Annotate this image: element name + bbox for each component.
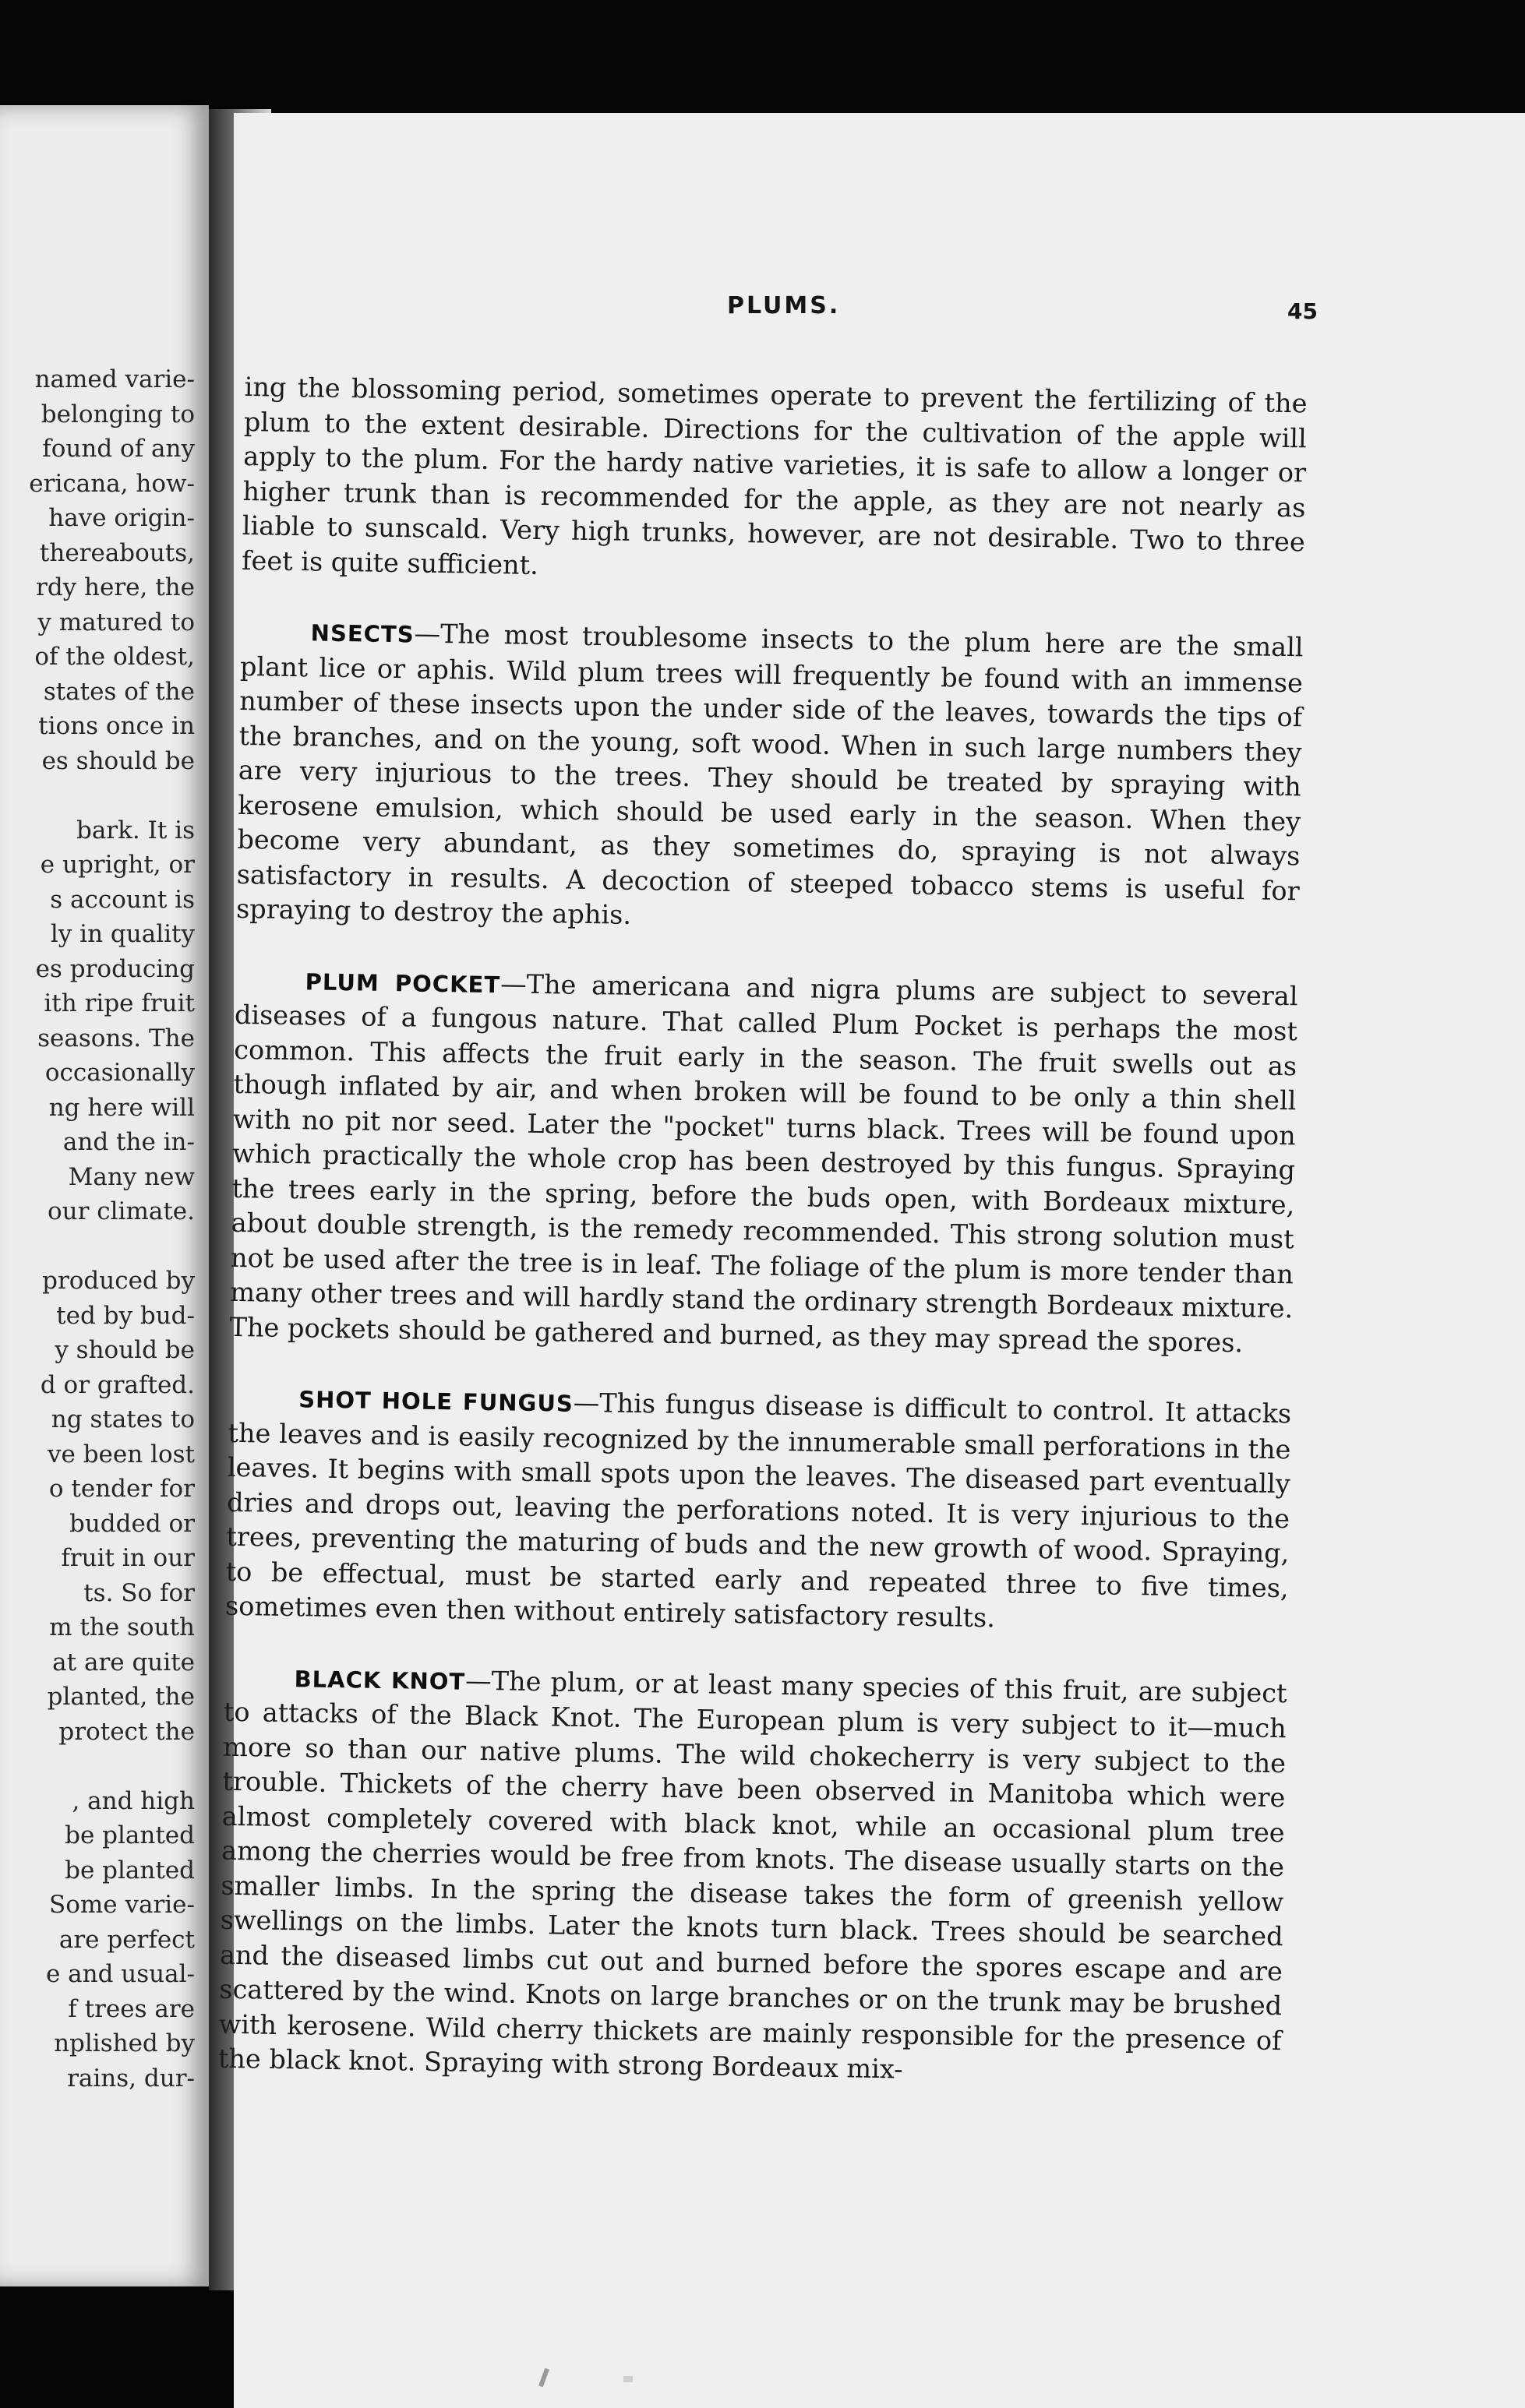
paragraph-plum-pocket	[229, 962, 1298, 1361]
left-page-line: states of the	[43, 677, 195, 706]
left-page-line: found of any	[42, 435, 195, 463]
left-page-line: bark. It is	[76, 816, 195, 844]
left-page-line: es should be	[41, 746, 195, 775]
left-page-line: y matured to	[37, 608, 195, 636]
left-page-line: ith ripe fruit	[44, 989, 195, 1017]
left-page-line: f trees are	[68, 1994, 195, 2023]
left-page-line: at are quite	[52, 1648, 195, 1676]
left-page-line: are perfect	[58, 1925, 195, 1954]
page-header	[234, 292, 1525, 339]
left-page-line	[0, 1749, 195, 1784]
left-page-line: s account is	[50, 885, 195, 914]
left-page-line: ng states to	[51, 1405, 195, 1433]
left-page-line: be planted	[65, 1856, 195, 1884]
left-page-line: and the in-	[62, 1128, 195, 1156]
paragraph-insects	[236, 614, 1304, 943]
left-page-line: have origin-	[48, 504, 195, 532]
left-page-line: es producing	[35, 954, 195, 983]
left-page-line: planted, the	[47, 1683, 195, 1711]
left-page-line: budded or	[69, 1509, 195, 1538]
left-page-line: our climate.	[47, 1197, 195, 1225]
left-page-line: e upright, or	[40, 851, 195, 879]
left-page-line: , and high	[72, 1786, 195, 1815]
left-page-line: tions once in	[38, 712, 195, 740]
paragraph-text: ing the blossoming period, sometimes operate to prevent the fertilizing of the plum to the extent desirable. Directions for the cultivation of the apple will apply to the plum. For the hardy native varieties, it is safe to allow a longer or higher trunk than is recommended for the apple, as they are not nearly as liable to sunscald. Very high trunks, however, are not desirable. Two to three feet is quite sufficient.	[241, 371, 1308, 580]
left-page-line: produced by	[42, 1267, 195, 1295]
left-page-line: rains, dur-	[67, 2064, 195, 2092]
page-number: 45	[1287, 298, 1318, 324]
left-page-line: of the oldest,	[34, 643, 195, 671]
left-page-line: y should be	[55, 1336, 195, 1364]
section-heading-plum-pocket: PLUM POCKET	[305, 968, 501, 998]
paragraph-text: —The plum, or at least many species of this fruit, are subject to attacks of the Black Knot. The European plum is very subject to it—much more so than our native plums. The wild chokecherry is very subject to the trouble. Thickets of the cherry have been observed in Manitoba which were almost completely covered with black knot, while an occasional plum tree among the cherries would be free from knots. The disease usually starts on the smaller limbs. In the spring the disease takes the form of greenish yellow swellings on the limbs. Later the knots turn black. Trees should be searched and the diseased limbs cut out and burned before the spores escape and are scattered by the wind. Knots on large branches or on the trunk may be brushed with kerosene. Wild cherry thickets are mainly responsible for the presence of the black knot. Spraying with strong Bordeaux mix-	[217, 1665, 1287, 2085]
left-page-line: ng here will	[48, 1093, 195, 1122]
section-heading-insects: NSECTS	[310, 619, 415, 648]
left-page-line: m the south	[49, 1613, 195, 1641]
left-page-line: nplished by	[54, 2029, 195, 2057]
left-page-line: fruit in our	[61, 1544, 195, 1572]
left-page-line: ted by bud-	[56, 1301, 195, 1330]
left-page-line	[0, 778, 195, 813]
section-heading-shot-hole-fungus: SHOT HOLE FUNGUS	[298, 1386, 574, 1417]
left-page-line: ts. So for	[83, 1578, 195, 1607]
film-speck	[623, 2376, 633, 2382]
left-page-line: Some varie-	[48, 1891, 195, 1919]
left-page-text	[0, 362, 195, 2096]
body-text	[217, 370, 1308, 2129]
left-page-line: o tender for	[48, 1475, 195, 1503]
left-page-line: occasionally	[44, 1059, 195, 1087]
right-page	[217, 113, 1525, 2408]
left-page-line: ve been lost	[47, 1440, 195, 1468]
left-page-line: e and usual-	[45, 1960, 195, 1988]
left-page-line: rdy here, the	[36, 573, 195, 601]
paragraph-shot-hole-fungus	[225, 1380, 1292, 1641]
section-heading-black-knot: BLACK KNOT	[294, 1665, 466, 1695]
paragraph-text: —The most troublesome insects to the plum here are the small plant lice or aphis. Wild plum trees will frequently be found with an immense number of these insects upon the under side of the leaves, towards the tips of the branches, and on the young, soft wood. When in such large numbers they are very injurious to the trees. They should be treated by spraying with kerosene emulsion, which should be used early in the season. When they become very abundant, as they sometimes do, spraying is not always satisfactory in results. A decoction of steeped tobacco stems is useful for spraying to destroy the aphis.	[235, 618, 1304, 930]
running-head: PLUMS.	[727, 292, 841, 319]
left-page-line: belonging to	[41, 400, 195, 428]
left-page-line: thereabouts,	[39, 538, 195, 567]
left-page-line: named varie-	[34, 365, 195, 393]
left-page-line	[0, 1229, 195, 1264]
left-page-line: be planted	[65, 1821, 195, 1849]
left-page-line: ly in quality	[50, 920, 195, 948]
paragraph-continuation	[242, 370, 1308, 594]
left-page-line: d or grafted.	[40, 1370, 195, 1399]
left-page-line: ericana, how-	[29, 469, 195, 498]
paragraph-text: —The americana and nigra plums are subject to several diseases of a fungous nature. That called Plum Pocket is perhaps the most common. This affects the fruit early in the season. The fruit swells out as though inflated by air, and when broken will be found to be only a thin shell with no pit nor seed. Later the "pocket" turns black. Trees will be found upon which practically the whole crop has been destroyed by this fungus. Spraying the trees early in the spring, before the buds open, with Bordeaux mixture, about double strength, is the remedy recommended. This strong solution must not be used after the tree is in leaf. The foliage of the plum is more tender than many other trees and will hardly stand the ordinary strength Bordeaux mixture. The pockets should be gathered and burned, as they may spread the spores.	[229, 968, 1298, 1358]
left-page-line: Many new	[68, 1162, 195, 1191]
paragraph-text: —This fungus disease is difficult to control. It attacks the leaves and is easily recognized by the innumerable small perforations in the leaves. It begins with small spots upon the leaves. The diseased part eventually dries and drops out, leaving the perforations noted. It is very injurious to the trees, preventing the maturing of buds and the new growth of wood. Spraying, to be effectual, must be started early and repeated three to five times, sometimes even then without entirely satisfactory results.	[224, 1387, 1292, 1634]
paragraph-black-knot	[218, 1659, 1287, 2092]
left-page-line: seasons. The	[37, 1024, 195, 1052]
left-page	[0, 105, 209, 2286]
left-page-line: protect the	[58, 1717, 195, 1746]
